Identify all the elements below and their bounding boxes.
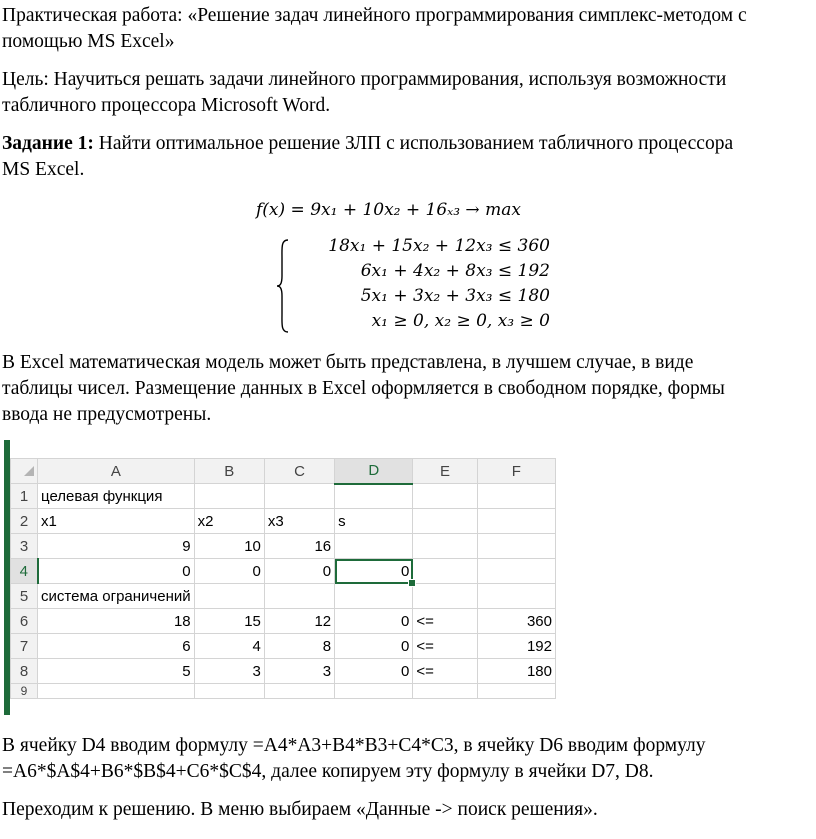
title-line-1: Практическая работа: «Решение задач линейного программирования симплекс-методом с [2,5,747,26]
cell-b2[interactable]: x2 [194,509,264,534]
task-label: Задание 1: [2,133,94,154]
row-header[interactable]: 2 [11,509,38,534]
cell-a1[interactable]: целевая функция [38,484,195,509]
cell-d1[interactable] [335,484,413,509]
cell-e1[interactable] [413,484,477,509]
sheet-row-5 [11,584,556,609]
cell-d5[interactable] [335,584,413,609]
para3-line-2: =A6*$A$4+B6*$B$4+C6*$C$4, далее копируем эту формулу в ячейки D7, D8. [2,761,654,782]
column-header-f[interactable]: F [477,459,555,484]
cell-f7[interactable]: 192 [477,634,555,659]
cell-f2[interactable] [477,509,555,534]
cell-d7[interactable]: 0 [335,634,413,659]
cell-a9[interactable] [38,684,195,699]
cell-a4[interactable]: 0 [38,559,195,584]
formula-paragraph [2,733,802,785]
constraints-system [290,236,550,336]
cell-e3[interactable] [413,534,477,559]
cell-f5[interactable] [477,584,555,609]
spreadsheet-grid [10,458,556,699]
select-all-corner[interactable] [11,459,38,484]
cell-b6[interactable]: 15 [194,609,264,634]
cell-b5[interactable] [194,584,264,609]
goal-line-1: Цель: Научиться решать задачи линейного программирования, используя возможности [2,69,727,90]
para2-line-3: ввода не предусмотрены. [2,404,212,425]
cell-a5[interactable]: система ограничений [38,584,195,609]
cell-d9[interactable] [335,684,413,699]
excel-model-paragraph [2,350,802,428]
row-header[interactable]: 1 [11,484,38,509]
cell-f1[interactable] [477,484,555,509]
cell-d8[interactable]: 0 [335,659,413,684]
sheet-row-3 [11,534,556,559]
title-line-2: помощью MS Excel» [2,31,175,52]
excel-spreadsheet-screenshot [4,440,556,715]
column-header-d[interactable]: D [335,459,413,484]
cell-d2[interactable]: s [335,509,413,534]
constraint-2: 6x₁ + 4x₂ + 8x₃ ≤ 192 [360,261,550,281]
document-title [2,3,802,55]
row-header[interactable]: 4 [11,559,38,584]
cell-e9[interactable] [413,684,477,699]
cell-c2[interactable]: x3 [264,509,334,534]
sheet-row-4 [11,559,556,584]
sheet-row-8 [11,659,556,684]
cell-c8[interactable]: 3 [264,659,334,684]
row-header[interactable]: 5 [11,584,38,609]
row-header[interactable]: 7 [11,634,38,659]
task-text-line-1: Найти оптимальное решение ЗЛП с использованием табличного процессора [93,133,734,154]
cell-c1[interactable] [264,484,334,509]
para3-line-1: В ячейку D4 вводим формулу =A4*A3+B4*B3+C4*C3, в ячейку D6 вводим формулу [2,735,706,756]
row-header[interactable]: 9 [11,684,38,699]
objective-function: f(x) = 9x₁ + 10x₂ + 16ₓ₃ → max [256,200,521,220]
cell-c7[interactable]: 8 [264,634,334,659]
cell-a2[interactable]: x1 [38,509,195,534]
solver-paragraph [2,797,802,823]
goal-line-2: табличного процессора Microsoft Word. [2,95,331,116]
row-header[interactable]: 8 [11,659,38,684]
para4-text: Переходим к решению. В меню выбираем «Данные -> поиск решения». [2,799,598,820]
task-text-line-2: MS Excel. [2,159,85,180]
cell-b4[interactable]: 0 [194,559,264,584]
constraint-nonneg: x₁ ≥ 0, x₂ ≥ 0, x₃ ≥ 0 [371,311,550,331]
cell-c5[interactable] [264,584,334,609]
cell-f4[interactable] [477,559,555,584]
cell-a7[interactable]: 6 [38,634,195,659]
row-header[interactable]: 6 [11,609,38,634]
cell-e2[interactable] [413,509,477,534]
column-header-a[interactable]: A [38,459,195,484]
cell-a6[interactable]: 18 [38,609,195,634]
cell-d6[interactable]: 0 [335,609,413,634]
cell-b7[interactable]: 4 [194,634,264,659]
cell-e4[interactable] [413,559,477,584]
sheet-row-1 [11,484,556,509]
constraint-1: 18x₁ + 15x₂ + 12x₃ ≤ 360 [328,236,550,256]
system-brace [276,238,290,334]
cell-c9[interactable] [264,684,334,699]
cell-b8[interactable]: 3 [194,659,264,684]
cell-f8[interactable]: 180 [477,659,555,684]
para2-line-2: таблицы чисел. Размещение данных в Excel оформляется в свободном порядке, формы [2,378,725,399]
cell-f6[interactable]: 360 [477,609,555,634]
cell-b1[interactable] [194,484,264,509]
cell-c4[interactable]: 0 [264,559,334,584]
cell-c3[interactable]: 16 [264,534,334,559]
cell-d3[interactable] [335,534,413,559]
cell-a8[interactable]: 5 [38,659,195,684]
sheet-row-6 [11,609,556,634]
cell-b9[interactable] [194,684,264,699]
task-paragraph [2,131,802,183]
cell-e5[interactable] [413,584,477,609]
cell-e6[interactable]: <= [413,609,477,634]
sheet-top-strip [10,440,556,458]
cell-a3[interactable]: 9 [38,534,195,559]
constraint-3: 5x₁ + 3x₂ + 3x₃ ≤ 180 [360,286,550,306]
cell-b3[interactable]: 10 [194,534,264,559]
cell-f3[interactable] [477,534,555,559]
sheet-row-2 [11,509,556,534]
cell-f9[interactable] [477,684,555,699]
goal-paragraph [2,67,802,119]
column-header-e[interactable]: E [413,459,477,484]
cell-d4-active[interactable]: 0 [335,559,413,584]
column-header-c[interactable]: C [264,459,334,484]
cell-e8[interactable]: <= [413,659,477,684]
column-header-b[interactable]: B [194,459,264,484]
cell-c6[interactable]: 12 [264,609,334,634]
row-header[interactable]: 3 [11,534,38,559]
sheet-row-9 [11,684,556,699]
sheet-row-7 [11,634,556,659]
cell-e7[interactable]: <= [413,634,477,659]
para2-line-1: В Excel математическая модель может быть представлена, в лучшем случае, в виде [2,352,694,373]
